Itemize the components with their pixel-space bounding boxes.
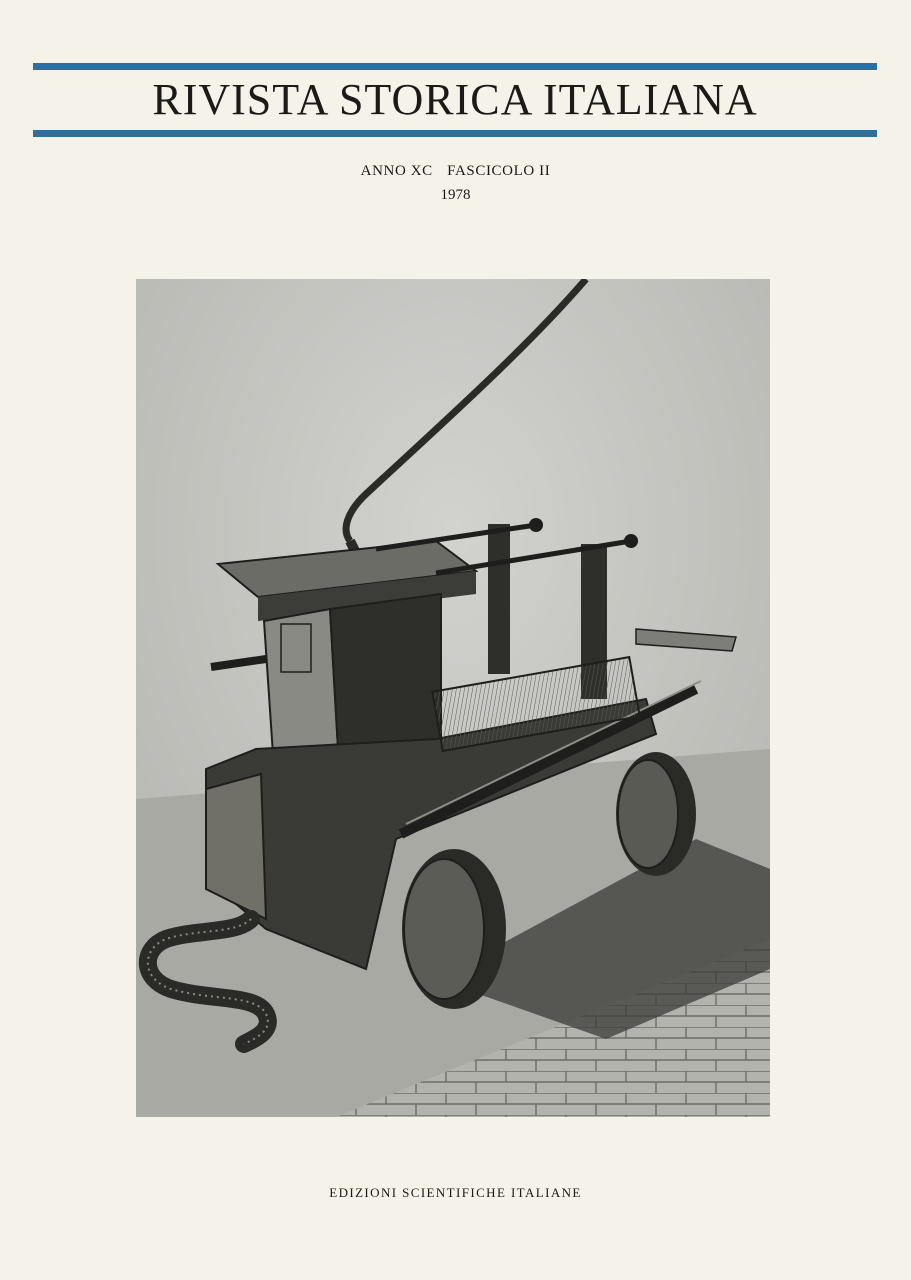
- publisher-name: EDIZIONI SCIENTIFICHE ITALIANE: [329, 1185, 582, 1200]
- issue-year: 1978: [440, 187, 471, 203]
- fire-engine-engraving: [136, 279, 770, 1117]
- issue-line: [0, 163, 911, 180]
- bottom-blue-rule: [33, 130, 877, 137]
- cover-illustration: [136, 279, 770, 1117]
- issue-anno: ANNO XC: [360, 163, 433, 179]
- issue-fascicolo: FASCICOLO II: [447, 163, 551, 179]
- journal-title: RIVISTA STORICA ITALIANA: [152, 75, 758, 124]
- top-blue-rule: [33, 63, 877, 70]
